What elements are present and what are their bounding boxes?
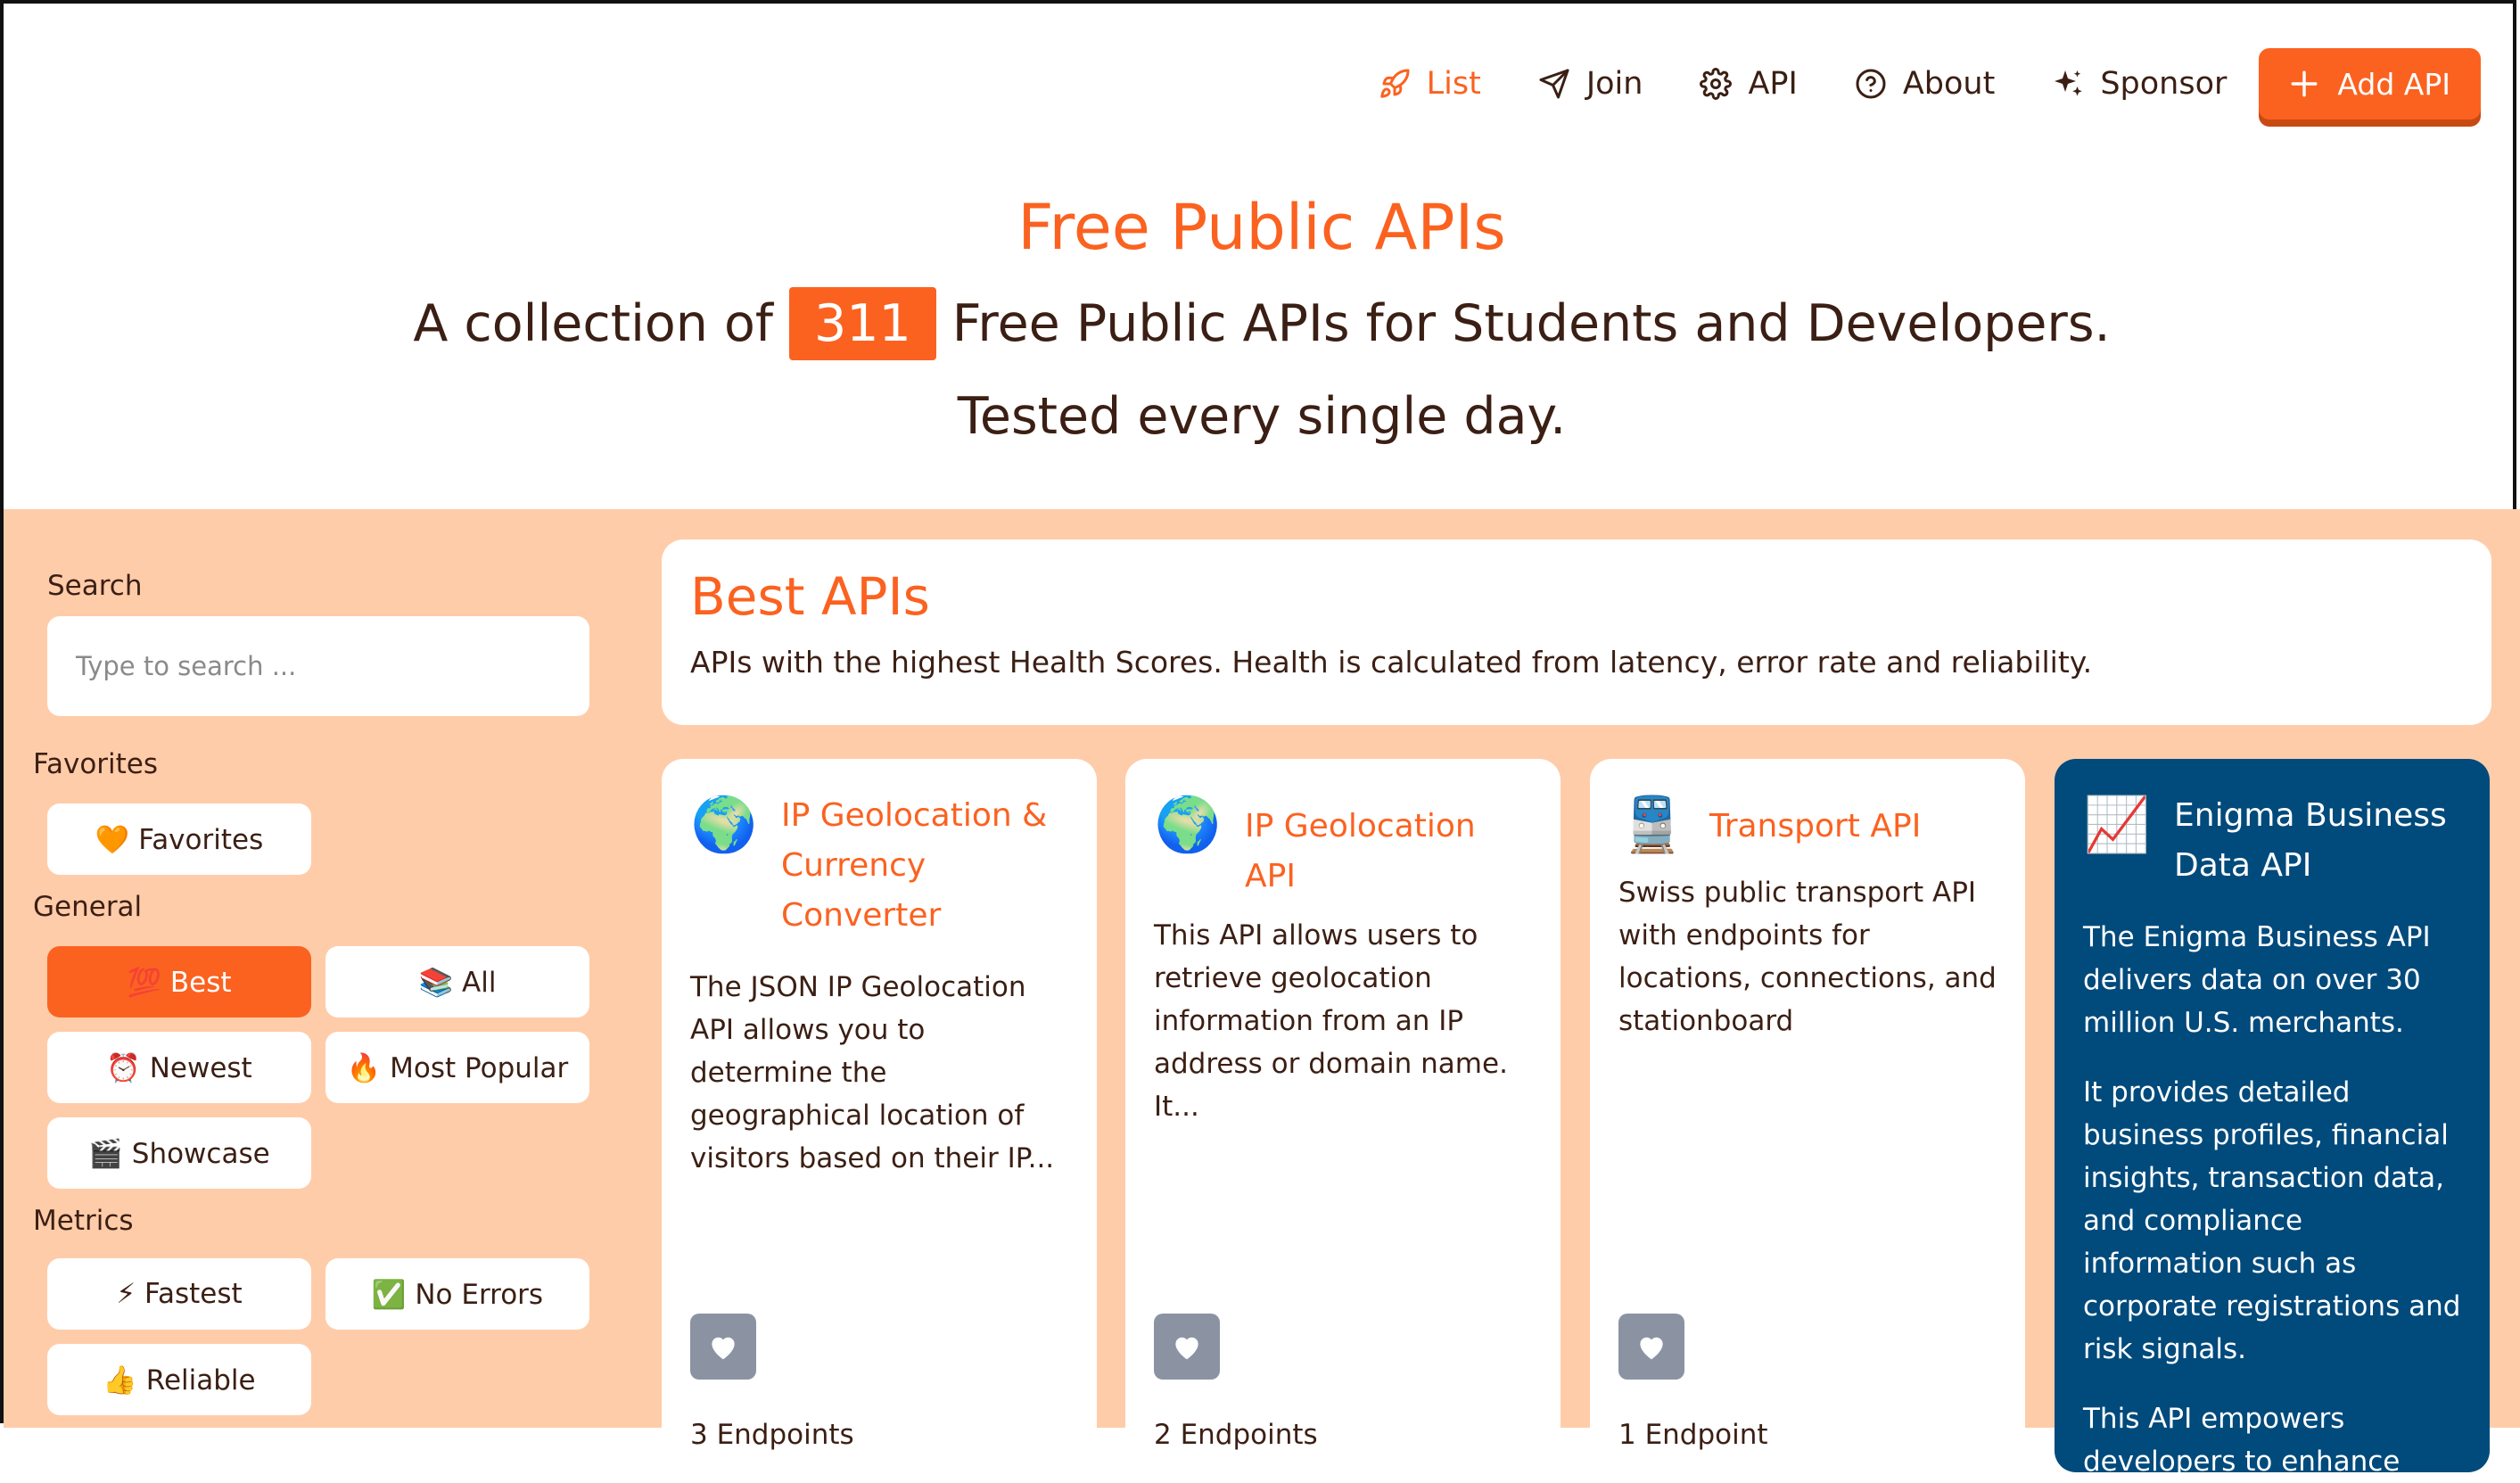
heart-icon (706, 1330, 740, 1364)
general-label: General (33, 891, 143, 923)
description-paragraph: It provides detailed business profiles, financial insights, transaction data, and compliance information such as corporate registrations and risk signals. (2083, 1076, 2461, 1365)
hero-subtitle (4, 287, 2520, 360)
rocket-icon (1379, 68, 1411, 100)
nav-join[interactable] (1510, 48, 1672, 119)
sparkle-icon (2052, 68, 2084, 100)
filter-no-errors[interactable]: ✅ No Errors (325, 1258, 589, 1330)
section-banner (662, 540, 2491, 725)
endpoint-count: 3 Endpoints (690, 1419, 854, 1451)
page-title: Free Public APIs (1017, 191, 1506, 264)
api-card[interactable] (1125, 759, 1561, 1472)
api-card-title[interactable]: IP Geolocation API (1245, 808, 1476, 894)
train-icon: 🚆 (1618, 794, 1686, 856)
metrics-label: Metrics (33, 1205, 134, 1237)
description-paragraph: This API empowers developers to enhance (2083, 1403, 2401, 1478)
nav-list-label: List (1426, 66, 1481, 102)
plus-icon (2289, 69, 2319, 99)
nav-sponsor[interactable] (2023, 48, 2255, 119)
nav-api-label: API (1748, 66, 1798, 102)
favorites-label: Favorites (33, 748, 159, 780)
filter-reliable[interactable]: 👍 Reliable (47, 1344, 311, 1415)
favorite-button[interactable] (690, 1314, 756, 1380)
filter-newest[interactable]: ⏰ Newest (47, 1032, 311, 1103)
nav-about-label: About (1902, 66, 1996, 102)
favorites-chip[interactable]: 🧡 Favorites (47, 803, 311, 875)
api-count-badge: 311 (789, 287, 936, 360)
add-api-label: Add API (2337, 66, 2450, 102)
hero-suffix: Free Public APIs for Students and Developers. (951, 294, 2111, 353)
api-card[interactable] (662, 759, 1097, 1472)
nav-about[interactable] (1826, 48, 2023, 119)
section-title: Best APIs (690, 566, 930, 627)
paper-plane-icon (1538, 68, 1570, 100)
top-nav (1350, 48, 2481, 119)
gear-icon (1700, 68, 1732, 100)
api-card-title[interactable]: Transport API (1709, 808, 1922, 844)
nav-list[interactable] (1350, 48, 1510, 119)
search-input[interactable]: Type to search ... (47, 616, 589, 716)
heart-icon (1635, 1330, 1668, 1364)
add-api-button[interactable] (2259, 48, 2481, 119)
nav-sponsor-label: Sponsor (2100, 66, 2228, 102)
heart-icon (1170, 1330, 1204, 1364)
globe-icon: 🌍 (1154, 794, 1222, 856)
api-card-title[interactable]: Enigma Business Data API (2174, 797, 2447, 884)
search-label: Search (47, 570, 143, 602)
api-card-description: This API allows users to retrieve geolocation information from an IP address or domain name. It... (1154, 919, 1508, 1123)
hero-prefix: A collection of (413, 294, 773, 353)
filter-best[interactable]: 💯 Best (47, 946, 311, 1018)
api-card-description: Swiss public transport API with endpoints for locations, connections, and stationboard (1618, 877, 1997, 1037)
sponsor-card[interactable] (2055, 759, 2490, 1478)
endpoint-count: 2 Endpoints (1154, 1419, 1318, 1451)
api-card[interactable] (1590, 759, 2025, 1472)
filter-fastest[interactable]: ⚡ Fastest (47, 1258, 311, 1330)
nav-join-label: Join (1585, 66, 1643, 102)
favorite-button[interactable] (1154, 1314, 1220, 1380)
nav-api[interactable] (1671, 48, 1825, 119)
main-panel (4, 509, 2520, 1478)
filter-all[interactable]: 📚 All (325, 946, 589, 1018)
filter-showcase[interactable]: 🎬 Showcase (47, 1117, 311, 1189)
filter-most-popular[interactable]: 🔥 Most Popular (325, 1032, 589, 1103)
globe-icon: 🌍 (690, 794, 758, 856)
chart-up-icon: 📈 (2083, 794, 2151, 856)
api-card-description (2083, 916, 2461, 1483)
endpoint-count: 1 Endpoint (1618, 1419, 1768, 1451)
favorite-button[interactable] (1618, 1314, 1684, 1380)
question-circle-icon (1855, 68, 1887, 100)
hero-tagline: Tested every single day. (957, 387, 1567, 446)
description-paragraph: The Enigma Business API delivers data on over 30 million U.S. merchants. (2083, 921, 2431, 1039)
section-description: APIs with the highest Health Scores. Health is calculated from latency, error rate and reliability. (690, 645, 2093, 680)
api-card-description: The JSON IP Geolocation API allows you to determine the geographical location of visitors based on their IP... (690, 971, 1055, 1174)
api-card-title[interactable]: IP Geolocation & Currency Converter (781, 797, 1048, 934)
